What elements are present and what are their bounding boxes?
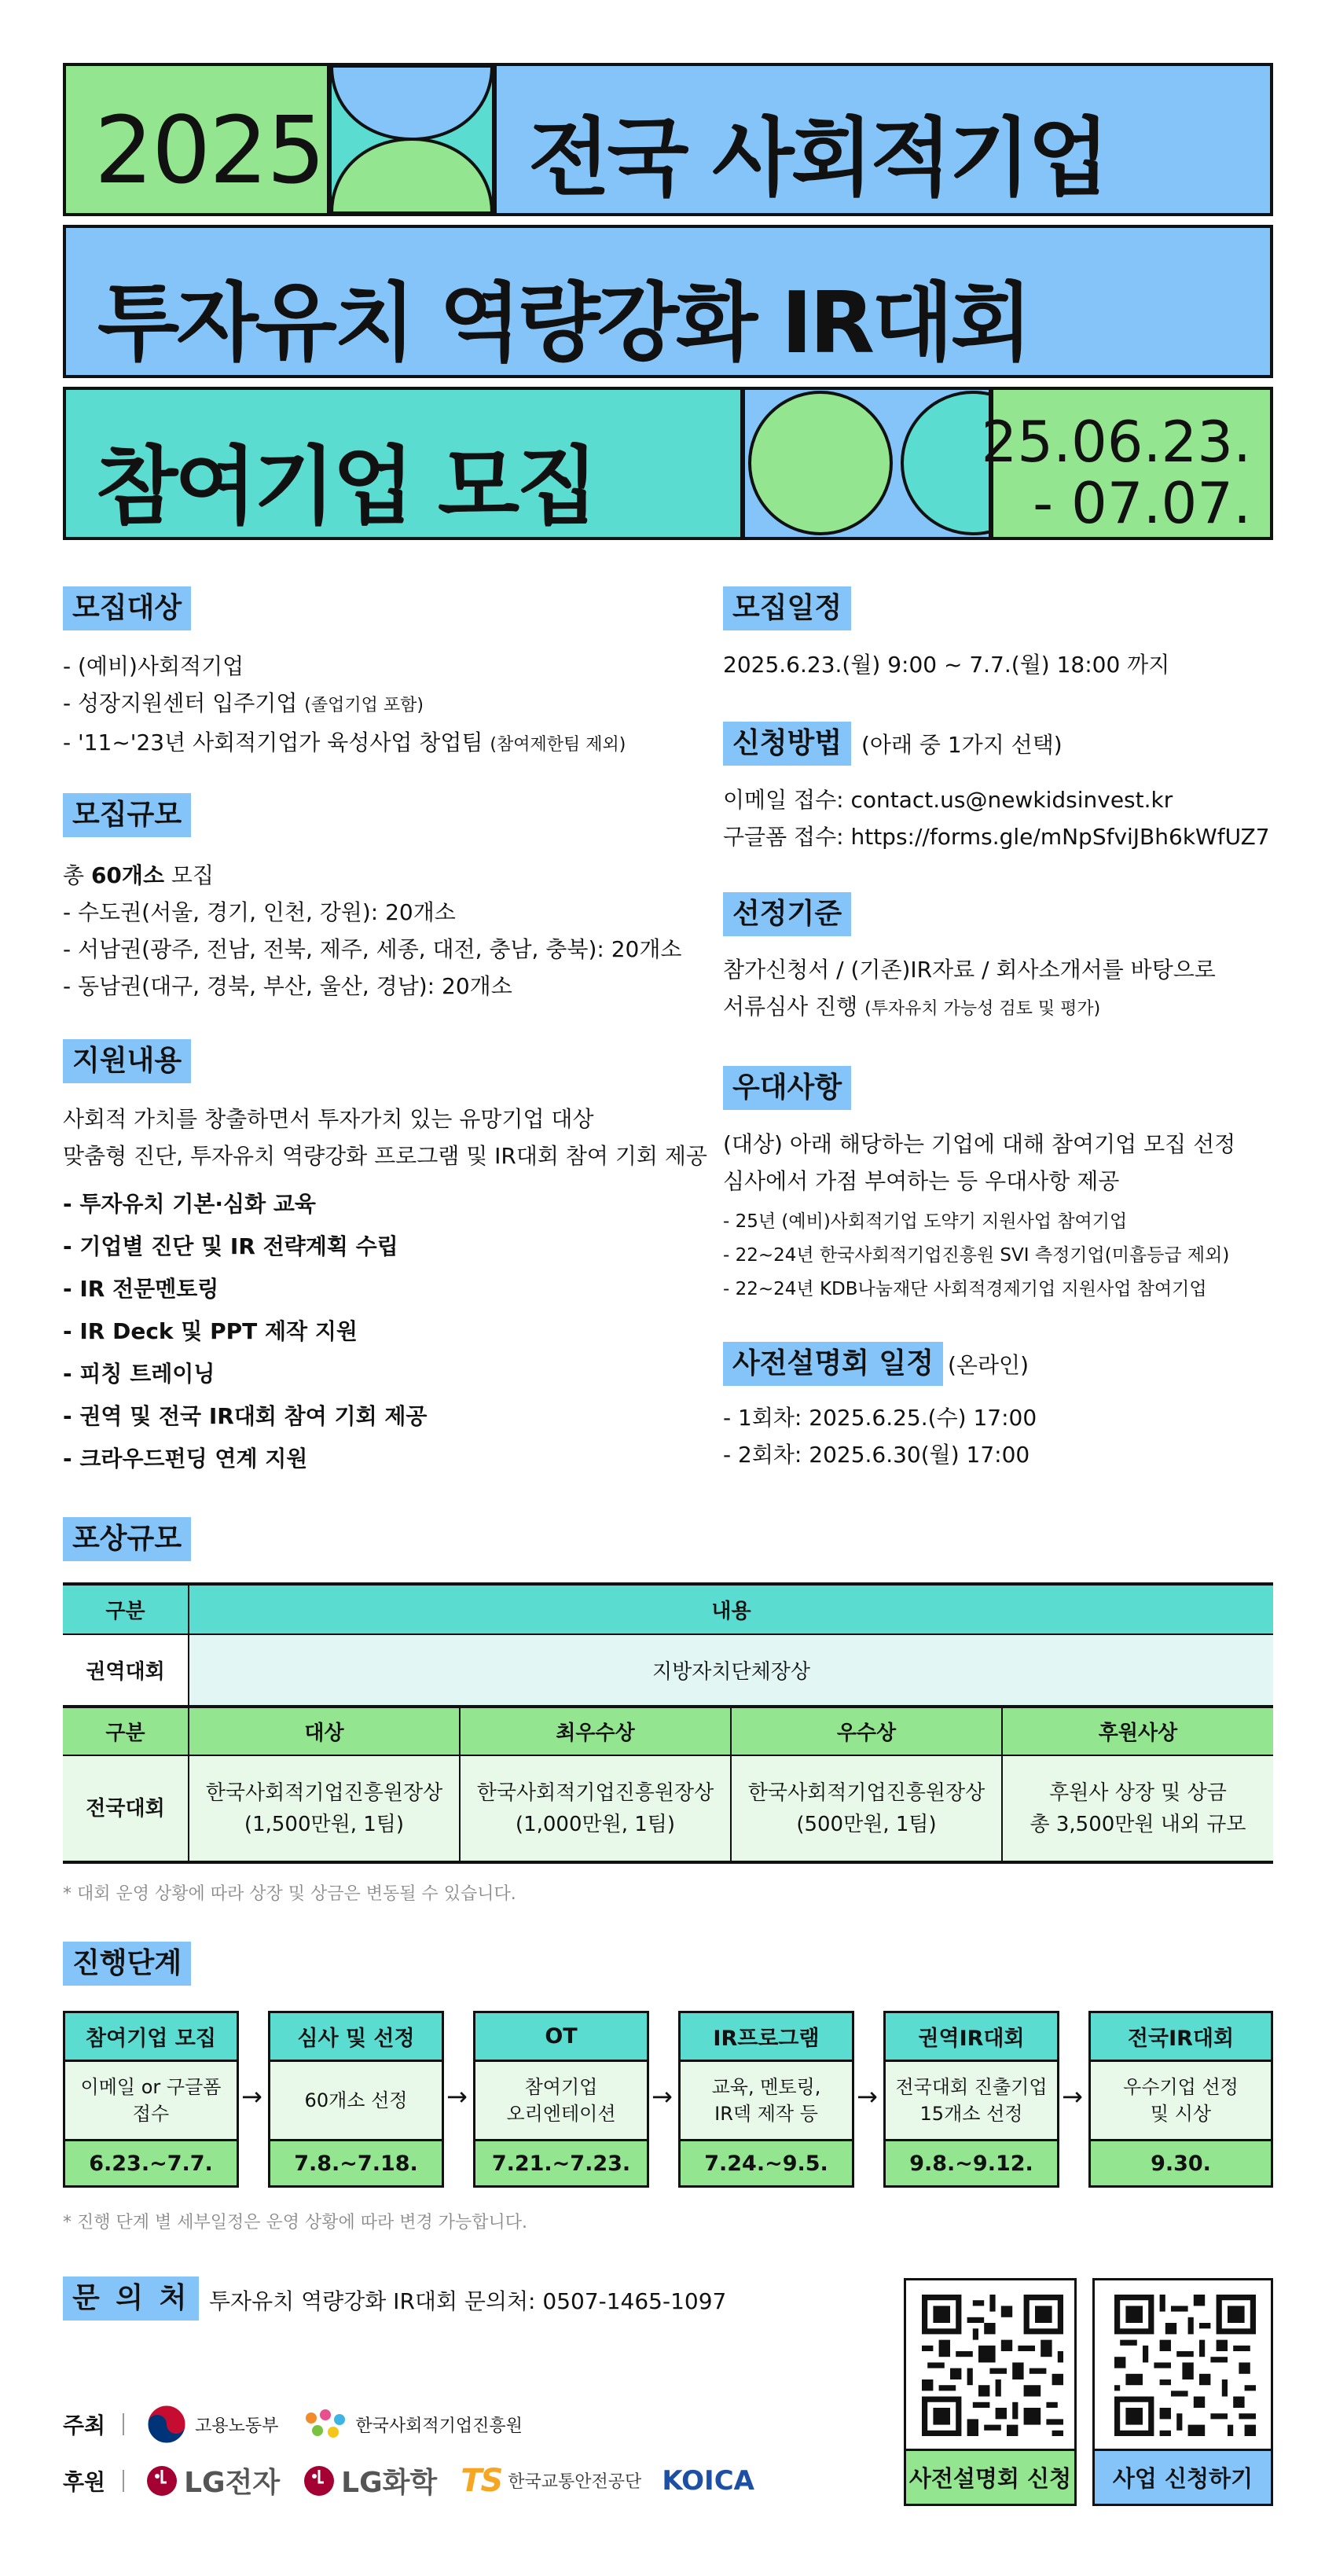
prize-national-cell: 후원사 상장 및 상금 총 3,500만원 내외 규모 <box>1002 1755 1273 1862</box>
divider <box>123 2413 124 2435</box>
scale-item-3: - 동남권(대구, 경북, 부산, 울산, 경남): 20개소 <box>63 973 512 999</box>
host-row <box>63 2404 523 2445</box>
sponsor-kotsa: 한국교통안전공단 <box>508 2472 642 2492</box>
step-desc: 이메일 or 구글폼 접수 <box>65 2062 237 2139</box>
lg-logo-icon <box>303 2465 335 2497</box>
prize-table <box>63 1582 1273 1864</box>
header-title1-box <box>494 63 1273 216</box>
sponsor-lg-electronics: LG전자 <box>184 2467 281 2499</box>
section-heading-schedule: 모집일정 <box>723 586 851 630</box>
process-step-2 <box>268 2011 444 2188</box>
section-heading-target: 모집대상 <box>63 586 191 630</box>
section-heading-apply: 신청방법 <box>723 722 851 766</box>
qr-briefing-label[interactable]: 사전설명회 신청 <box>906 2449 1074 2504</box>
header-date-line2: - 07.07. <box>1033 470 1251 536</box>
support-item-3: - IR 전문멘토링 <box>63 1276 219 1302</box>
sponsor-row <box>63 2460 754 2501</box>
briefing-item-1: - 1회차: 2025.6.25.(수) 17:00 <box>723 1405 1037 1431</box>
section-heading-prize: 포상규모 <box>63 1517 191 1561</box>
host-ministry-name: 고용노동부 <box>195 2416 279 2436</box>
support-item-4: - IR Deck 및 PPT 제작 지원 <box>63 1318 358 1344</box>
preference-item-3: - 22~24년 KDB나눔재단 사회적경제기업 지원사업 참여기업 <box>723 1279 1207 1299</box>
contact-text: 투자유치 역량강화 IR대회 문의처: 0507-1465-1097 <box>209 2288 727 2314</box>
step-title: OT <box>475 2013 647 2062</box>
process-step-6 <box>1088 2011 1273 2188</box>
criteria-line-1: 참가신청서 / (기존)IR자료 / 회사소개서를 바탕으로 <box>723 957 1216 983</box>
section-heading-briefing: 사전설명회 일정 <box>723 1342 943 1386</box>
section-heading-scale: 모집규모 <box>63 793 191 837</box>
sponsor-lg-chem: LG화학 <box>341 2467 438 2499</box>
prize-regional-value: 지방자치단체장상 <box>189 1634 1273 1707</box>
support-intro-2: 맞춤형 진단, 투자유치 역량강화 프로그램 및 IR대회 참여 기회 제공 <box>63 1143 707 1169</box>
step-title: 권역IR대회 <box>886 2013 1057 2062</box>
preference-item-1: - 25년 (예비)사회적기업 도약기 지원사업 참여기업 <box>723 1211 1128 1232</box>
section-heading-process: 진행단계 <box>63 1942 191 1986</box>
prize-award-header: 최우수상 <box>460 1707 731 1755</box>
support-item-6: - 권역 및 전국 IR대회 참여 기회 제공 <box>63 1403 428 1429</box>
prize-national-cell: 한국사회적기업진흥원장상 (1,000만원, 1팀) <box>460 1755 731 1862</box>
prize-col-category: 구분 <box>63 1584 189 1634</box>
step-title: 전국IR대회 <box>1091 2013 1271 2062</box>
process-step-3 <box>473 2011 649 2188</box>
step-title: IR프로그램 <box>681 2013 852 2062</box>
target-item-1: - (예비)사회적기업 <box>63 653 244 679</box>
step-title: 참여기업 모집 <box>65 2013 237 2062</box>
header-title3-box <box>63 387 743 540</box>
header-title-line1: 전국 사회적기업 <box>528 109 1107 208</box>
support-item-5: - 피칭 트레이닝 <box>63 1361 215 1387</box>
step-desc: 60개소 선정 <box>270 2062 442 2139</box>
support-list <box>63 1183 427 1480</box>
lg-logo-icon <box>146 2465 178 2497</box>
header-title-line2: 투자유치 역량강화 IR대회 <box>97 274 1030 373</box>
step-desc: 교육, 멘토링, IR덱 제작 등 <box>681 2062 852 2139</box>
schedule-text: 2025.6.23.(월) 9:00 ~ 7.7.(월) 18:00 까지 <box>723 652 1170 678</box>
process-step-4 <box>678 2011 854 2188</box>
qr-code-icon[interactable] <box>922 2295 1063 2436</box>
section-heading-support: 지원내용 <box>63 1039 191 1083</box>
preference-list <box>723 1205 1229 1306</box>
header-title2-box <box>63 225 1273 378</box>
step-date: 7.21.~7.23. <box>475 2139 647 2185</box>
step-desc: 우수기업 선정 및 시상 <box>1091 2062 1271 2139</box>
section-heading-preference: 우대사항 <box>723 1066 851 1110</box>
prize-national-cell: 한국사회적기업진흥원장상 (500만원, 1팀) <box>731 1755 1002 1862</box>
prize-regional-label: 권역대회 <box>63 1634 189 1707</box>
ts-logo-icon: TS <box>461 2462 502 2499</box>
target-item-2: - 성장지원센터 입주기업 (졸업기업 포함) <box>63 690 424 716</box>
prize-col-content: 내용 <box>189 1584 1273 1634</box>
apply-googleform: 구글폼 접수: https://forms.gle/mNpSfviJBh6kWfUZ7 <box>723 824 1270 850</box>
step-date: 7.24.~9.5. <box>681 2139 852 2185</box>
kose-logo-icon <box>302 2407 349 2442</box>
briefing-subtext: (온라인) <box>948 1352 1029 1378</box>
scale-list <box>63 857 681 1005</box>
header-year-box <box>63 63 330 216</box>
sponsor-koica: KOICA <box>662 2464 754 2497</box>
criteria-line-2: 서류심사 진행 (투자유치 가능성 검토 및 평가) <box>723 994 1101 1020</box>
apply-subtext: (아래 중 1가지 선택) <box>861 732 1063 758</box>
prize-award-header: 우수상 <box>731 1707 1002 1755</box>
scale-item-1: - 수도권(서울, 경기, 인천, 강원): 20개소 <box>63 899 456 925</box>
support-item-1: - 투자유치 기본·심화 교육 <box>63 1191 316 1217</box>
qr-briefing-card[interactable] <box>904 2278 1077 2506</box>
step-title: 심사 및 선정 <box>270 2013 442 2062</box>
hourglass-shape <box>332 66 492 213</box>
host-kose-name: 한국사회적기업진흥원 <box>355 2416 523 2436</box>
step-arrow-icon: → <box>1062 2082 1083 2111</box>
header-circles-deco <box>742 387 992 540</box>
preference-intro <box>723 1126 1235 1200</box>
criteria-text <box>723 951 1216 1027</box>
step-date: 7.8.~7.18. <box>270 2139 442 2185</box>
prize-note: * 대회 운영 상황에 따라 상장 및 상금은 변동될 수 있습니다. <box>63 1884 516 1904</box>
preference-item-2: - 22~24년 한국사회적기업진흥원 SVI 측정기업(미흡등급 제외) <box>723 1245 1230 1266</box>
header-date-line1: 25.06.23. <box>981 409 1251 475</box>
prize-national-cell: 한국사회적기업진흥원장상 (1,500만원, 1팀) <box>189 1755 460 1862</box>
step-arrow-icon: → <box>651 2082 673 2111</box>
divider <box>123 2470 124 2492</box>
header-date-box <box>981 387 1273 540</box>
prize-national-row <box>63 1755 1273 1862</box>
prize-national-label: 전국대회 <box>63 1755 189 1862</box>
target-list <box>63 648 626 763</box>
step-desc: 참여기업 오리엔테이션 <box>475 2062 647 2139</box>
support-intro <box>63 1101 707 1174</box>
qr-apply-label[interactable]: 사업 신청하기 <box>1095 2449 1271 2504</box>
process-step-1 <box>63 2011 239 2188</box>
support-item-2: - 기업별 진단 및 IR 전략계획 수립 <box>63 1233 398 1259</box>
apply-list <box>723 781 1270 855</box>
process-step-5 <box>883 2011 1059 2188</box>
prize-award-header: 후원사상 <box>1002 1707 1273 1755</box>
taegeuk-logo-icon <box>146 2404 187 2445</box>
briefing-list <box>723 1399 1037 1473</box>
step-arrow-icon: → <box>446 2082 468 2111</box>
prize-header-row <box>63 1584 1273 1634</box>
apply-email: 이메일 접수: contact.us@newkidsinvest.kr <box>723 787 1173 813</box>
step-date: 6.23.~7.7. <box>65 2139 237 2185</box>
qr-code-icon[interactable] <box>1114 2295 1256 2436</box>
header-year: 2025 <box>94 96 325 204</box>
step-arrow-icon: → <box>241 2082 262 2111</box>
header-title-line3: 참여기업 모집 <box>96 438 596 536</box>
support-item-7: - 크라우드펀딩 연계 지원 <box>63 1446 308 1472</box>
target-item-3: - '11~'23년 사회적기업가 육성사업 창업팀 (참여제한팀 제외) <box>63 729 626 755</box>
process-note: * 진행 단계 별 세부일정은 운영 상황에 따라 변경 가능합니다. <box>63 2213 527 2232</box>
step-date: 9.8.~9.12. <box>886 2139 1057 2185</box>
prize-col-category-2: 구분 <box>63 1707 189 1755</box>
section-heading-criteria: 선정기준 <box>723 892 851 936</box>
step-arrow-icon: → <box>857 2082 878 2111</box>
briefing-item-2: - 2회차: 2025.6.30(월) 17:00 <box>723 1442 1030 1468</box>
support-intro-1: 사회적 가치를 창출하면서 투자가치 있는 유망기업 대상 <box>63 1106 594 1132</box>
circles-shape <box>745 390 989 537</box>
prize-award-header: 대상 <box>189 1707 460 1755</box>
step-date: 9.30. <box>1091 2139 1271 2185</box>
host-label: 주최 <box>63 2412 106 2438</box>
scale-total: 총 60개소 모집 <box>63 862 215 888</box>
qr-apply-card[interactable] <box>1092 2278 1273 2506</box>
header-hourglass-deco <box>328 63 495 216</box>
preference-line-1: (대상) 아래 해당하는 기업에 대해 참여기업 모집 선정 <box>723 1131 1236 1157</box>
prize-regional-row <box>63 1634 1273 1707</box>
step-desc: 전국대회 진출기업 15개소 선정 <box>886 2062 1057 2139</box>
sponsor-label: 후원 <box>63 2468 106 2495</box>
section-heading-contact: 문 의 처 <box>63 2277 199 2321</box>
preference-line-2: 심사에서 가점 부여하는 등 우대사항 제공 <box>723 1168 1120 1194</box>
scale-item-2: - 서남권(광주, 전남, 전북, 제주, 세종, 대전, 충남, 충북): 20개소 <box>63 936 682 962</box>
prize-award-header-row <box>63 1707 1273 1755</box>
